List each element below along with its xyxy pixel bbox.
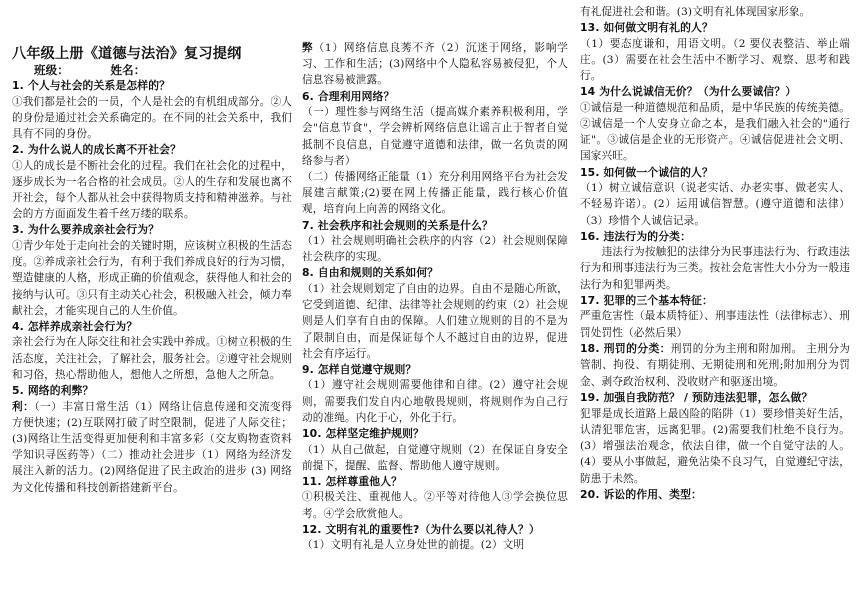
question-heading xyxy=(580,84,850,100)
answer-lead: 弊 xyxy=(302,42,314,54)
answer-paragraph xyxy=(580,36,850,85)
answer-text: （二）传播网络正能量（1）充分利用网络平台为社会发展建言献策;(2)要在网上传播正能量，践行核心价值观，培育向上向善的网络文化。 xyxy=(302,170,568,216)
question-text: 2. 为什么说人的成长离不开社会？ xyxy=(12,143,182,157)
question-text: 3. 为什么要养成亲社会行为？ xyxy=(12,223,160,237)
section-item xyxy=(580,84,850,164)
answer-paragraph xyxy=(12,158,292,223)
section-item xyxy=(580,293,850,341)
question-heading xyxy=(580,487,850,503)
section-item xyxy=(580,341,850,391)
answer-text: 犯罪是成长道路上最凶险的陷阱（1）要珍惜美好生活，认清犯罪危害，远离犯罪。(2)需要我们杜绝不良行为。(3）增强法治观念，依法自律，做一个自觉守法的人。(4）要从小事做起，避免沾染不良习气，自觉遵纪守法，防患于未然。 xyxy=(580,407,850,485)
question-text: 12. 文明有礼的重要性?（为什么要以礼待人？） xyxy=(302,522,540,536)
answer-text: 刑罚的分为主刑和附加刑。 主刑分为管制、拘役、有期徒刑、无期徒刑和死刑;附加刑分为罚金、剥夺政治权利、没收财产和驱逐出境。 xyxy=(580,342,850,388)
section-item xyxy=(580,229,850,293)
answer-paragraph xyxy=(580,308,850,340)
section-list-right xyxy=(580,4,850,502)
question-heading xyxy=(12,222,292,238)
question-text: 4. 怎样养成亲社会行为？ xyxy=(12,319,138,333)
answer-paragraph xyxy=(12,238,292,319)
question-text: 19. 加强自我防范？ / 预防违法犯罪，怎么做？ xyxy=(580,391,813,405)
question-text: 18. 刑罚的分类： xyxy=(580,341,671,355)
question-heading xyxy=(12,78,292,94)
question-text: 10. 怎样坚定维护规则？ xyxy=(302,427,425,441)
section-item xyxy=(302,426,568,474)
question-text: 9. 怎样自觉遵守规则？ xyxy=(302,362,417,376)
answer-paragraph xyxy=(302,442,568,474)
question-heading xyxy=(302,362,568,378)
question-heading xyxy=(302,89,568,105)
question-heading xyxy=(12,319,292,335)
question-text: 7. 社会秩序和社会规则的关系是什么？ xyxy=(302,218,493,232)
column-left xyxy=(12,44,292,496)
answer-paragraph xyxy=(302,40,568,89)
document-title: 八年级上册《道德与法治》复习提纲 xyxy=(12,46,242,62)
answer-text: （1）树立诚信意识（说老实话、办老实事、做老实人、不轻易许诺）。(2）运用诚信智慧。(遵守道德和法律）（3）珍惜个人诚信记录。 xyxy=(580,182,850,227)
question-heading xyxy=(302,218,568,234)
question-text: 13. 如何做文明有礼的人？ xyxy=(580,21,713,35)
section-item xyxy=(302,89,568,218)
question-heading xyxy=(580,293,850,309)
answer-text: 违法行为按触犯的法律分为民事违法行为、行政违法行为和刑事违法行为三类。按社会危害性大小分为一般违法行为和犯罪两类。 xyxy=(580,246,850,291)
section-item xyxy=(580,487,850,503)
answer-text: 严重危害性（最本质特征）、刑事违法性（法律标志）、刑罚处罚性（必然后果） xyxy=(580,310,850,339)
question-heading xyxy=(580,341,850,391)
question-heading xyxy=(12,383,292,399)
answer-paragraph xyxy=(302,169,568,218)
question-heading xyxy=(302,426,568,442)
section-item xyxy=(580,390,850,487)
section-item xyxy=(12,78,292,142)
section-item xyxy=(302,522,568,554)
question-heading xyxy=(580,20,850,36)
answer-paragraph xyxy=(302,377,568,426)
answer-text: 有礼促进社会和谐。(3)文明有礼体现国家形象。 xyxy=(580,6,811,18)
section-item xyxy=(302,218,568,266)
section-item xyxy=(12,222,292,319)
section-item xyxy=(580,20,850,84)
answer-text: （一）理性参与网络生活（提高媒介素养积极利用，学会"信息节食"，学会辨析网络信息让谣言止于智者自觉抵制不良信息，自觉遵守道德和法律，做一名负责的网络参与者） xyxy=(302,106,568,167)
answer-paragraph xyxy=(580,244,850,293)
column-right xyxy=(580,4,850,502)
answer-text: （1）社会规则明确社会秩序的内容（2）社会规则保障社会秩序的实现。 xyxy=(302,235,568,264)
answer-paragraph xyxy=(580,100,850,165)
answer-paragraph xyxy=(580,406,850,487)
section-item xyxy=(580,4,850,20)
question-text: 20. 诉讼的作用、类型： xyxy=(580,487,703,501)
section-list-middle xyxy=(302,40,568,554)
class-name-line: 班级： 姓名： xyxy=(34,63,146,77)
section-list-left xyxy=(12,78,292,496)
answer-text: （1）从自己做起，自觉遵守规则（2）在保证自身安全前提下，提醒、监督、帮助他人遵守规则。 xyxy=(302,443,568,472)
answer-paragraph xyxy=(12,94,292,143)
question-heading xyxy=(580,390,850,406)
question-text: 5. 网络的利弊？ xyxy=(12,384,94,398)
answer-text: ①我们都是社会的一员，个人是社会的有机组成部分。②人的身份是通过社会关系确定的。在不同的社会关系中，我们具有不同的身份。 xyxy=(12,95,292,140)
question-text: 15. 如何做一个诚信的人？ xyxy=(580,165,713,179)
answer-paragraph xyxy=(302,489,568,521)
question-text: 1. 个人与社会的关系是怎样的？ xyxy=(12,79,171,92)
answer-paragraph xyxy=(580,4,850,20)
question-heading xyxy=(12,142,292,158)
question-text: 14 为什么说诚信无价？（为什么要诚信？） xyxy=(580,85,797,99)
section-item xyxy=(302,40,568,89)
answer-text: ①人的成长是不断社会化的过程。我们在社会化的过程中，逐步成长为一名合格的社会成员。②人的生存和发展也离不开社会，每个人都从社会中获得物质支持和精神滋养。与社会的方方面面发生着千丝万缕的联系。 xyxy=(12,159,292,221)
section-item xyxy=(302,362,568,426)
answer-text: （1）遵守社会规则需要他律和自律。(2）遵守社会规则，需要我们发自内心地敬畏规则，将规则作为自己行动的准绳。内化于心，外化于行。 xyxy=(302,379,568,424)
answer-paragraph xyxy=(12,399,292,496)
answer-text: （一）丰富日常生活（1）网络让信息传递和交流变得方便快速；(2)互联网打破了时空限制，促进了人际交往；(3)网络让生活变得更加便利和丰富多彩（交友购物查资料学知识寻医药等）（二）推动社会进步（1）网络为经济发展注入新的活力。(2)网络促进了民主政治的进步 (3) 网络为文化传播和科技创新搭建新平台。 xyxy=(12,400,292,494)
answer-text: ①诚信是一种道德规范和品质，是中华民族的传统美德。②诚信是一个人安身立命之本，是我们融入社会的"通行证"。③诚信是企业的无形资产。④诚信促进社会文明、国家兴旺。 xyxy=(580,101,850,163)
section-item xyxy=(302,265,568,362)
answer-text: （1）社会规则划定了自由的边界。自由不是随心所欲，它受到道德、纪律、法律等社会规则的约束（2）社会规则是人们享有自由的保障。人们建立规则的目的不是为了限制自由，而是保证每个人不越过自由的边界，促进社会有序运行。 xyxy=(302,282,568,360)
answer-text: （1）文明有礼是人立身处世的前提。(2）文明 xyxy=(302,539,525,552)
section-item xyxy=(12,383,292,496)
question-heading xyxy=(302,522,568,538)
column-middle xyxy=(302,40,568,554)
answer-text: （1）网络信息良莠不齐（2）沉迷于网络，影响学习、工作和生活；(3)网络中个人隐私容易被侵犯，个人信息容易被泄露。 xyxy=(302,42,568,87)
answer-paragraph xyxy=(302,281,568,362)
answer-paragraph xyxy=(580,180,850,229)
question-heading xyxy=(302,265,568,281)
answer-paragraph xyxy=(302,537,568,553)
answer-paragraph xyxy=(12,334,292,383)
question-heading xyxy=(580,229,850,245)
question-text: 6. 合理利用网络？ xyxy=(302,89,395,103)
section-item xyxy=(12,142,292,222)
section-item xyxy=(302,474,568,522)
answer-paragraph xyxy=(302,104,568,169)
question-text: 8. 自由和规则的关系如何？ xyxy=(302,266,439,280)
answer-text: 亲社会行为在人际交往和社会实践中养成。①树立积极的生活态度，关注社会，了解社会，服务社会。②遵守社会规则和习俗，热心帮助他人，想他人之所想，急他人之所急。 xyxy=(12,336,292,381)
section-item xyxy=(580,165,850,229)
question-heading xyxy=(302,474,568,490)
question-text: 17. 犯罪的三个基本特征： xyxy=(580,293,713,307)
answer-lead: 利： xyxy=(12,400,35,413)
question-heading xyxy=(580,165,850,181)
question-text: 11. 怎样尊重他人？ xyxy=(302,474,403,488)
answer-paragraph xyxy=(302,233,568,265)
section-item xyxy=(12,319,292,383)
answer-text: ①青少年处于走向社会的关键时期，应该树立积极的生活态度。②养成亲社会行为，有利于我们养成良好的行为习惯，塑造健康的人格，形成正确的价值观念，获得他人和社会的接纳与认可。③只有主动关心社会，积极融入社会，倾力奉献社会，才能实现自己的人生价值。 xyxy=(12,239,292,317)
answer-text: ①积极关注、重视他人。②平等对待他人③学会换位思考。④学会欣赏他人。 xyxy=(302,491,568,520)
answer-text: （1）要态度谦和，用语文明。（2 要仪表整洁、举止端庄。(3）需要在社会生活中不断学习、观察、思考和践行。 xyxy=(580,37,850,83)
question-text: 16. 违法行为的分类： xyxy=(580,229,692,243)
